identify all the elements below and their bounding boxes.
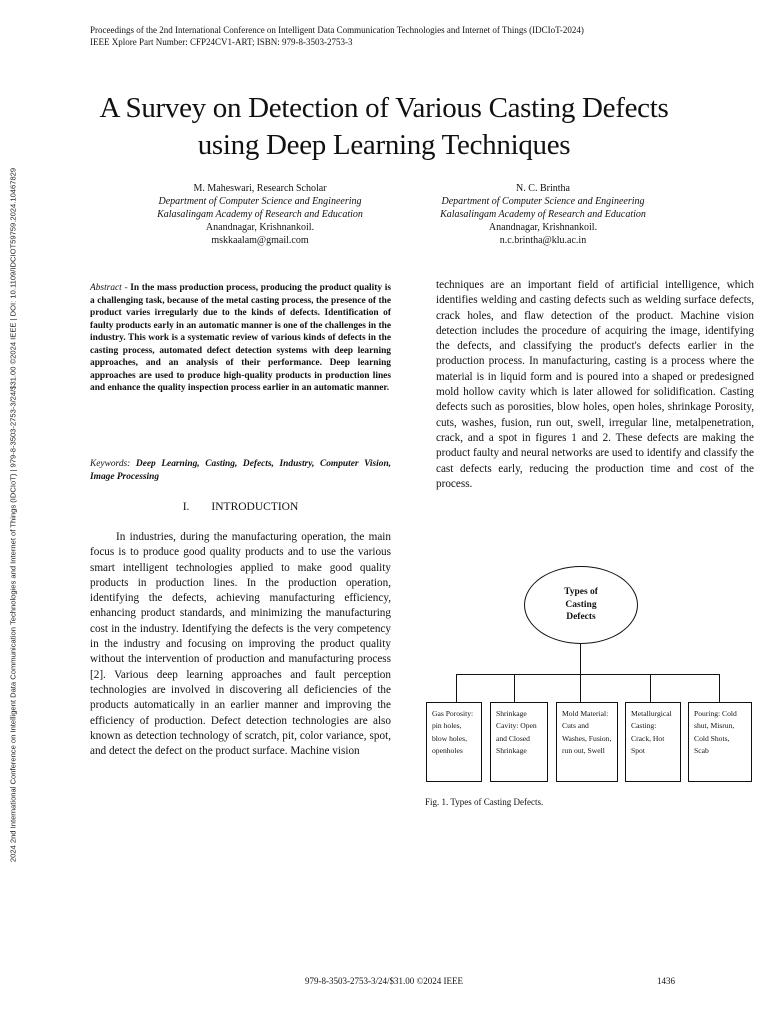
footer-issn: 979-8-3503-2753-3/24/$31.00 ©2024 IEEE [304, 976, 464, 986]
side-citation-text: 2024 2nd International Conference on Intelligent Data Communication Technologies and Internet of Things (IDCIoT) | 979-8-3503-2753-3/24/$31.00 ©2024 IEEE | DOI: 10.1109/IDCIOT59759.2024.10467829 [8, 167, 18, 863]
xplore-header: IEEE Xplore Part Number: CFP24CV1-ART; ISBN: 979-8-3503-2753-3 [90, 37, 353, 47]
abstract [90, 282, 391, 395]
author-place: Anandnagar, Krishnankoil. [205, 222, 315, 233]
keywords-text: Deep Learning, Casting, Defects, Industry, Computer Vision, Image Processing [90, 459, 392, 482]
child-connector [514, 674, 515, 702]
author-email[interactable]: mskkaalam@gmail.com [211, 235, 309, 246]
author-block-1 [110, 182, 410, 247]
title-line-2: using Deep Learning Techniques [197, 129, 571, 161]
keywords-label: Keywords: [90, 459, 131, 469]
category-box: Gas Porosity: pin holes, blow holes, openholes [426, 702, 482, 782]
section-title: INTRODUCTION [211, 501, 299, 513]
conference-header: Proceedings of the 2nd International Conference on Intelligent Data Communication Technologies and Internet of Things (IDCIoT-2024) [90, 25, 584, 35]
category-box: Metallurgical Casting: Crack, Hot Spot [625, 702, 681, 782]
author-block-2 [393, 182, 693, 247]
category-box: Shrinkage Cavity: Open and Closed Shrinkage [490, 702, 548, 782]
intro-paragraph: In industries, during the manufacturing operation, the main focus is to produce good quality products and to use the various smart intelligent technologies applied to make good quality products in production lines. In the production operation, identifying the defects, achieving manufacturing efficiency, enhancing product standards, and minimizing the manufacturing cost in the industry. Identifying the defects is the very competency in the industry and focusing on improving the product quality without the intervention of production and manufacturing process [2]. Various deep learning approaches and fault perception technologies are involved in discovering all deficiencies of the products automatically in an earlier manner and improving the efficiency of production. Defect detection technologies are also known as detection technology of scratch, pit, color variance, spot, and detect the defect on the product surface. Machine vision [90, 531, 391, 758]
author-place: Anandnagar, Krishnankoil. [488, 222, 598, 233]
page-number: 1436 [657, 976, 675, 986]
author-department: Department of Computer Science and Engineering [158, 196, 362, 207]
figure-caption: Fig. 1. Types of Casting Defects. [425, 797, 544, 807]
side-citation [6, 80, 20, 950]
diagram-root-label: Types of Casting Defects [564, 587, 598, 623]
author-department: Department of Computer Science and Engineering [441, 196, 645, 207]
root-connector [580, 644, 581, 674]
author-email[interactable]: n.c.brintha@klu.ac.in [499, 235, 587, 246]
abstract-text: In the mass production process, producing the product quality is a challenging task, because of the metal casting process, the presence of the product varies irregularly due to the kinds of defects. Identification of faulty products early in an automatic manner is one of the challenges in the industry. This work is a systematic review of various kinds of defects in the casting process, automated defect detection systems with deep learning approaches, and an analysis of their performance. Deep learning approaches are used to produce high-quality products in production lines and enhance the quality inspection process earlier in an automatic manner. [90, 283, 391, 393]
child-connector [580, 674, 581, 702]
abstract-label: Abstract - [90, 283, 128, 293]
author-name: N. C. Brintha [516, 183, 570, 194]
paper-title [60, 90, 708, 164]
casting-defects-diagram [420, 562, 760, 792]
title-line-1: A Survey on Detection of Various Casting Defects [99, 92, 669, 124]
category-box: Pouring: Cold shut, Misrun, Cold Shots, Scab [688, 702, 752, 782]
child-connector [650, 674, 651, 702]
child-connector [456, 674, 457, 702]
author-institution: Kalasalingam Academy of Research and Education [440, 209, 646, 220]
author-name: M. Maheswari, Research Scholar [193, 183, 327, 194]
keywords [90, 458, 391, 483]
category-box: Mold Material: Cuts and Washes, Fusion, run out, Swell [556, 702, 618, 782]
right-column-paragraph: techniques are an important field of artificial intelligence, which identifies welding and casting defects such as welding surface defects, crack holes, and flaw detection of the product. Machine vision detection includes the procedure of acquiring the image, identifying the defects, and classifying the product's defects earlier in the production process. In manufacturing, casting is a process where the material is in liquid form and is poured into a shaped or predesigned mold hollow cavity which is later allowed for solidification. Casting defects such as porosities, blow holes, open holes, shrinkage Porosity, cuts, washes, fusion, run out, swell, irregular line, metalpenetration, crack, and a spot in figures 1 and 2. These defects are making the product faulty and neural networks are used to identify and classify the cast defects early, reducing the production time and cost of the process. [436, 279, 754, 490]
diagram-root-node [524, 566, 638, 644]
child-connector [719, 674, 720, 702]
section-heading [90, 501, 391, 513]
branch-connector [456, 674, 719, 675]
section-number: I. [182, 501, 190, 513]
author-institution: Kalasalingam Academy of Research and Education [157, 209, 363, 220]
